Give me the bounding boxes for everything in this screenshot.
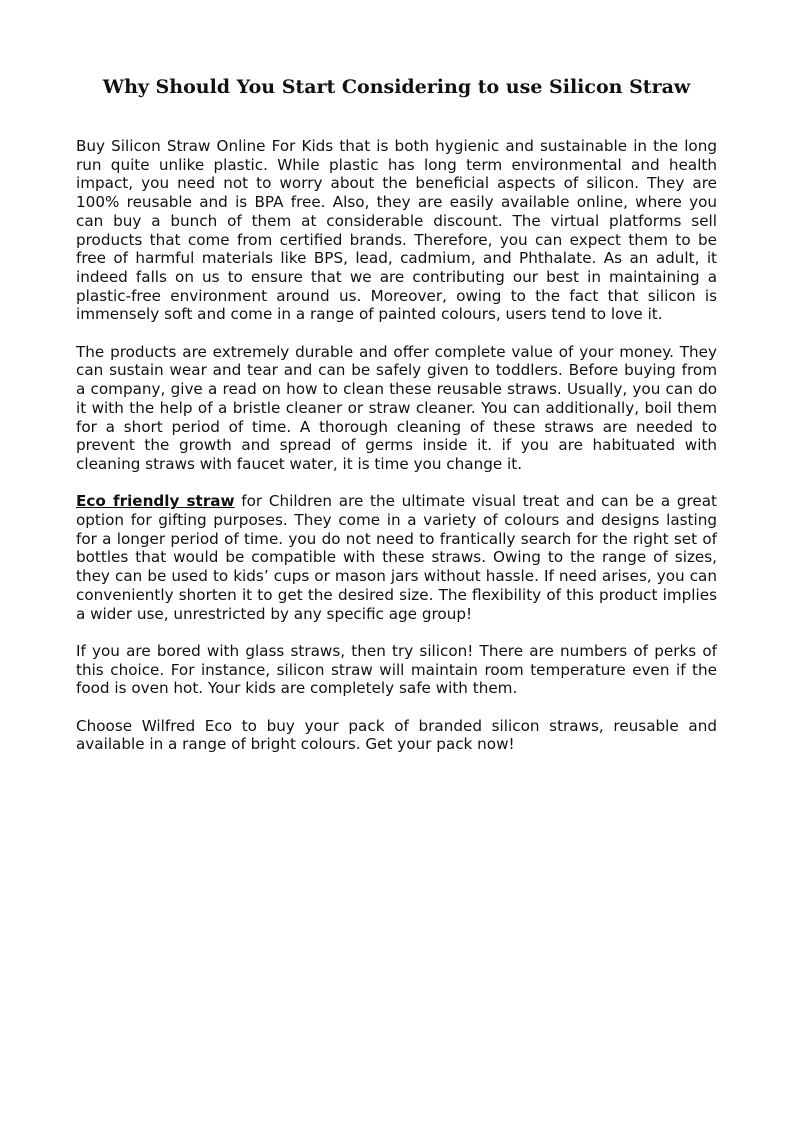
paragraph-3-text: for Children are the ultimate visual treat and can be a great option for gifting purposes. They come in a variety of colours and designs lasting for a longer period of time. you do not need to frantically search for the right set of bottles that would be compatible with these straws. Owing to the range of sizes, they can be used to kids’ cups or mason jars without hassle. If need arises, you can conveniently shorten it to get the desired size. The flexibility of this product implies a wider use, unrestricted by any specific age group! — [76, 492, 717, 623]
paragraph-1: Buy Silicon Straw Online For Kids that is both hygienic and sustainable in the long run quite unlike plastic. While plastic has long term environmental and health impact, you need not to worry about the beneficial aspects of silicon. They are 100% reusable and is BPA free. Also, they are easily available online, where you can buy a bunch of them at considerable discount. The virtual platforms sell products that come from certified brands. Therefore, you can expect them to be free of harmful materials like BPS, lead, cadmium, and Phthalate. As an adult, it indeed falls on us to ensure that we are contributing our best in maintaining a plastic-free environment around us. Moreover, owing to the fact that silicon is immensely soft and come in a range of painted colours, users tend to love it. — [76, 137, 717, 324]
paragraph-3 — [76, 492, 717, 623]
paragraph-4: If you are bored with glass straws, then try silicon! There are numbers of perks of this choice. For instance, silicon straw will maintain room temperature even if the food is oven hot. Your kids are completely safe with them. — [76, 641, 717, 698]
document-body — [76, 137, 717, 773]
eco-friendly-straw-link[interactable]: Eco friendly straw — [76, 492, 235, 511]
paragraph-2: The products are extremely durable and offer complete value of your money. They can sustain wear and tear and can be safely given to toddlers. Before buying from a company, give a read on how to clean these reusable straws. Usually, you can do it with the help of a bristle cleaner or straw cleaner. You can additionally, boil them for a short period of time. A thorough cleaning of these straws are needed to prevent the growth and spread of germs inside it. if you are habituated with cleaning straws with faucet water, it is time you change it. — [76, 342, 717, 473]
document-title: Why Should You Start Considering to use Silicon Straw — [102, 76, 691, 98]
paragraph-5: Choose Wilfred Eco to buy your pack of branded silicon straws, reusable and available in a range of bright colours. Get your pack now! — [76, 716, 717, 754]
